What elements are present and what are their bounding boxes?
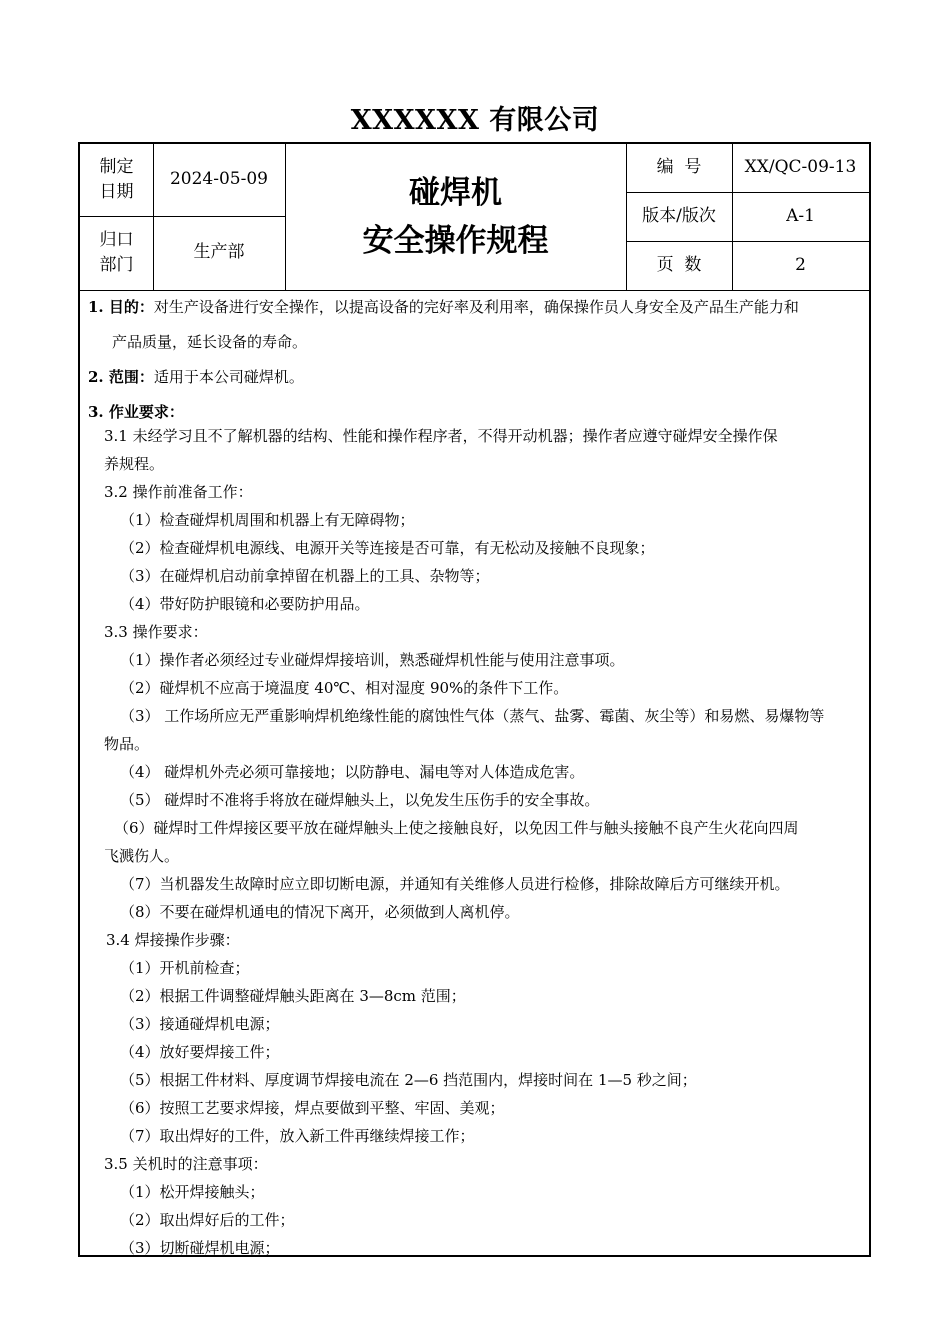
date-label-line: 制定 [99,156,134,177]
section-requirements [88,401,184,422]
text-line: 3.3 操作要求： [104,623,208,641]
text-line: 飞溅伤人。 [104,847,180,865]
title-line: 安全操作规程 [362,223,549,259]
text-line: （1）松开焊接触头； [120,1183,265,1201]
text-line: 3.1 未经学习且不了解机器的结构、性能和操作程序者，不得开动机器；操作者应遵守碰焊安全操作保 [104,427,778,445]
text-line: 3.5 关机时的注意事项： [104,1155,268,1173]
section-purpose [88,296,799,317]
text-line: 3.4 焊接操作步骤： [106,931,240,949]
text-line: 物品。 [104,735,150,753]
code-value: XX/QC-09-13 [744,157,857,178]
text-line: （7）当机器发生故障时应立即切断电源，并通知有关维修人员进行检修，排除故障后方可继续开机。 [120,875,790,893]
text-line: （3） 工作场所应无严重影响焊机绝缘性能的腐蚀性气体（蒸气、盐雾、霉菌、灰尘等）和易燃、易爆物等 [120,707,825,725]
text-line: （3）接通碰焊机电源； [120,1015,280,1033]
text-line: （2）检查碰焊机电源线、电源开关等连接是否可靠，有无松动及接触不良现象； [120,539,655,557]
section-text: 适用于本公司碰焊机。 [153,368,304,386]
version-label: 版本/版次 [642,205,716,226]
text-line: （3）切断碰焊机电源； [120,1239,280,1257]
text-line: （2）取出焊好后的工件； [120,1211,295,1229]
section-heading: 1. 目的： [88,298,154,316]
text-line: （4）放好要焊接工件； [120,1043,280,1061]
title-line: 碰焊机 [409,174,502,211]
section-text: 对生产设备进行安全操作，以提高设备的完好率及利用率，确保操作员人身安全及产品生产能力和 [153,298,799,316]
document-title [285,144,626,290]
text-line: （1）操作者必须经过专业碰焊焊接培训，熟悉碰焊机性能与使用注意事项。 [120,651,625,669]
text-line: （2）根据工件调整碰焊触头距离在 3—8cm 范围； [120,987,466,1005]
text-line: （6）碰焊时工件焊接区要平放在碰焊触头上使之接触良好，以免因工件与触头接触不良产生火花向四周 [114,819,799,837]
text-line: （2）碰焊机不应高于境温度 40℃、相对湿度 90%的条件下工作。 [120,679,569,697]
text-line: （1）开机前检查； [120,959,250,977]
text-line: （6）按照工艺要求焊接，焊点要做到平整、牢固、美观； [120,1099,505,1117]
date-value: 2024-05-09 [169,169,268,190]
company-name: XXXXXX 有限公司 [350,105,600,136]
text-line: 产品质量，延长设备的寿命。 [112,333,308,351]
text-line: （5） 碰焊时不准将手将放在碰焊触头上，以免发生压伤手的安全事故。 [120,791,600,809]
section-scope [88,366,304,387]
text-line: （8）不要在碰焊机通电的情况下离开，必须做到人离机停。 [120,903,520,921]
text-line: （5）根据工件材料、厚度调节焊接电流在 2—6 挡范围内，焊接时间在 1—5 秒之间； [120,1071,697,1089]
dept-label [80,216,153,290]
version-value: A-1 [786,205,815,226]
divider [80,290,869,291]
date-label [80,144,153,216]
code-label: 编 号 [656,157,702,178]
section-heading: 2. 范围： [88,368,154,386]
dept-value: 生产部 [193,242,245,263]
dept-label-line: 部门 [99,255,134,275]
text-line: 3.2 操作前准备工作： [104,483,253,501]
text-line: （7）取出焊好的工件，放入新工件再继续焊接工作； [120,1127,475,1145]
text-line: 养规程。 [104,455,165,473]
text-line: （4）带好防护眼镜和必要防护用品。 [120,595,370,613]
section-heading: 3. 作业要求： [88,403,184,421]
dept-label-line: 归口 [99,229,134,250]
page-count-label: 页 数 [656,254,702,275]
date-label-line: 日期 [99,182,134,202]
page-count-value: 2 [795,254,806,275]
text-line: （4） 碰焊机外壳必须可靠接地；以防静电、漏电等对人体造成危害。 [120,763,585,781]
document-sheet [78,142,871,1257]
text-line: （1）检查碰焊机周围和机器上有无障碍物； [120,511,415,529]
text-line: （3）在碰焊机启动前拿掉留在机器上的工具、杂物等； [120,567,490,585]
